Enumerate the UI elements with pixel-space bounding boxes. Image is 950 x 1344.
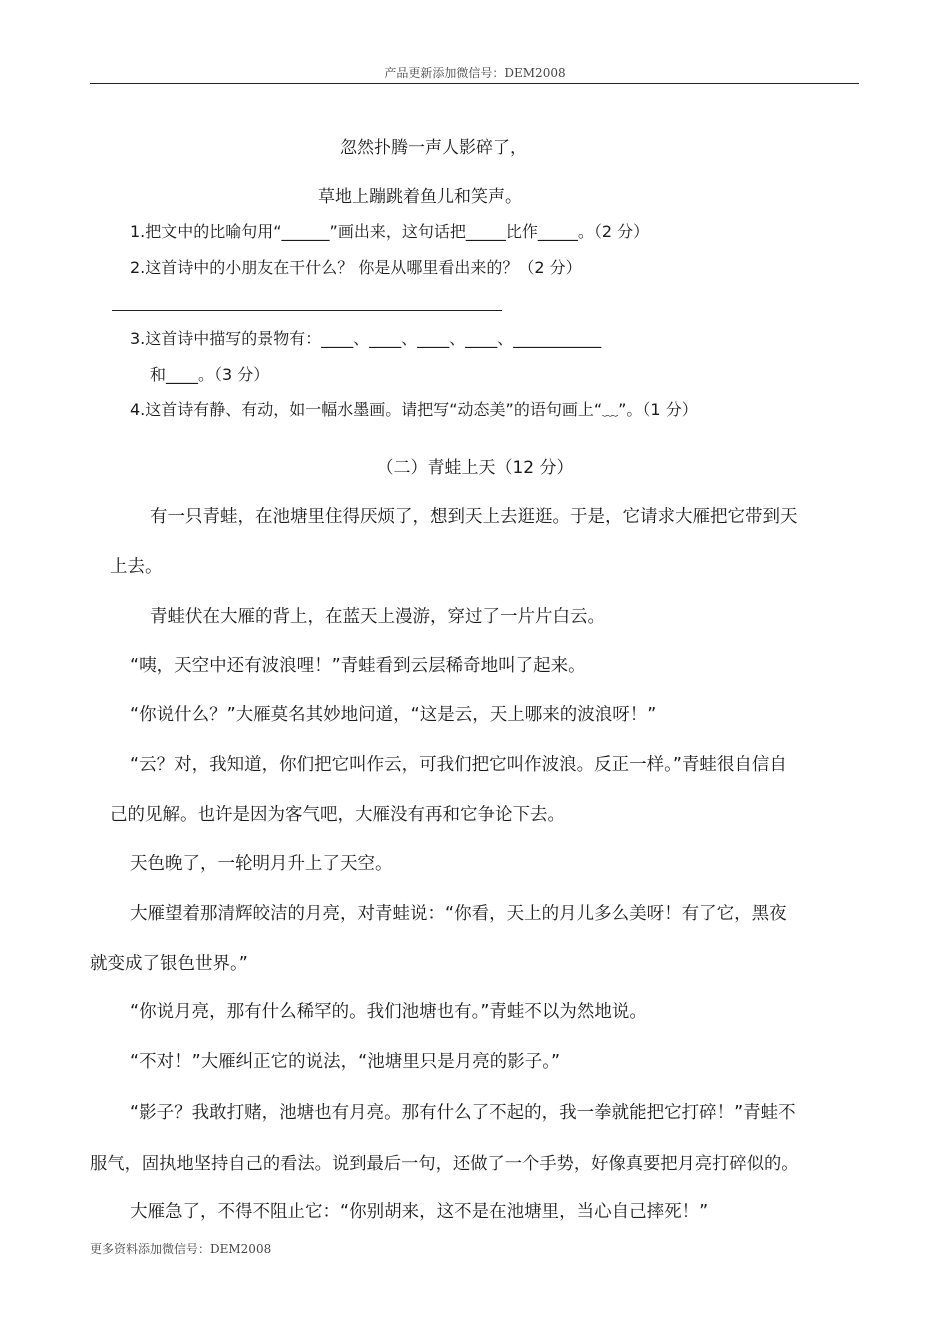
story-line: 青蛙伏在大雁的背上，在蓝天上漫游，穿过了一片片白云。 bbox=[150, 607, 605, 627]
story-line: “你说月亮，那有什么稀罕的。我们池塘也有。”青蛙不以为然地说。 bbox=[130, 1002, 647, 1022]
answer-line bbox=[112, 310, 502, 311]
page-footer: 更多资料添加微信号：DEM2008 bbox=[90, 1242, 272, 1256]
question-3-continued: 和____。（3 分） bbox=[150, 365, 270, 384]
story-line: 己的见解。也许是因为客气吧，大雁没有再和它争论下去。 bbox=[110, 805, 565, 825]
poem-line-1: 忽然扑腾一声人影碎了， bbox=[340, 138, 527, 158]
header-rule bbox=[90, 83, 859, 84]
story-line: “云？对，我知道，你们把它叫作云，可我们把它叫作波浪。反正一样。”青蛙很自信自 bbox=[130, 755, 787, 775]
story-line: 大雁急了，不得不阻止它：“你别胡来，这不是在池塘里，当心自己摔死！” bbox=[130, 1202, 709, 1222]
question-4: 4.这首诗有静、有动，如一幅水墨画。请把写“动态美”的语句画上“﹏”。（1 分） bbox=[130, 400, 698, 419]
story-line: “影子？我敢打赌，池塘也有月亮。那有什么了不起的，我一拳就能把它打碎！”青蛙不 bbox=[130, 1103, 796, 1123]
question-3: 3.这首诗中描写的景物有：____、____、____、____、___________ bbox=[130, 329, 602, 348]
story-line: “咦，天空中还有波浪哩！”青蛙看到云层稀奇地叫了起来。 bbox=[130, 656, 586, 676]
story-line: “不对！”大雁纠正它的说法，“池塘里只是月亮的影子。” bbox=[130, 1052, 561, 1072]
story-line: 服气，固执地坚持自己的看法。说到最后一句，还做了一个手势，好像真要把月亮打碎似的。 bbox=[90, 1154, 799, 1174]
section-title: （二）青蛙上天（12 分） bbox=[376, 458, 574, 478]
story-line: 有一只青蛙，在池塘里住得厌烦了，想到天上去逛逛。于是，它请求大雁把它带到天 bbox=[150, 507, 798, 527]
poem-line-2: 草地上蹦跳着鱼儿和笑声。 bbox=[318, 187, 522, 207]
question-1: 1.把文中的比喻句用“______”画出来，这句话把_____比作_____。（2 分） bbox=[130, 222, 650, 241]
story-line: “你说什么？”大雁莫名其妙地问道，“这是云，天上哪来的波浪呀！” bbox=[130, 705, 657, 725]
story-line: 就变成了银色世界。” bbox=[90, 954, 248, 974]
story-line: 上去。 bbox=[110, 557, 163, 577]
question-2: 2.这首诗中的小朋友在干什么？ 你是从哪里看出来的？（2 分） bbox=[130, 258, 582, 277]
story-line: 大雁望着那清辉皎洁的月亮，对青蛙说：“你看，天上的月儿多么美呀！有了它，黑夜 bbox=[130, 904, 787, 924]
page-header: 产品更新添加微信号：DEM2008 bbox=[384, 66, 566, 80]
story-line: 天色晚了，一轮明月升上了天空。 bbox=[130, 854, 393, 874]
